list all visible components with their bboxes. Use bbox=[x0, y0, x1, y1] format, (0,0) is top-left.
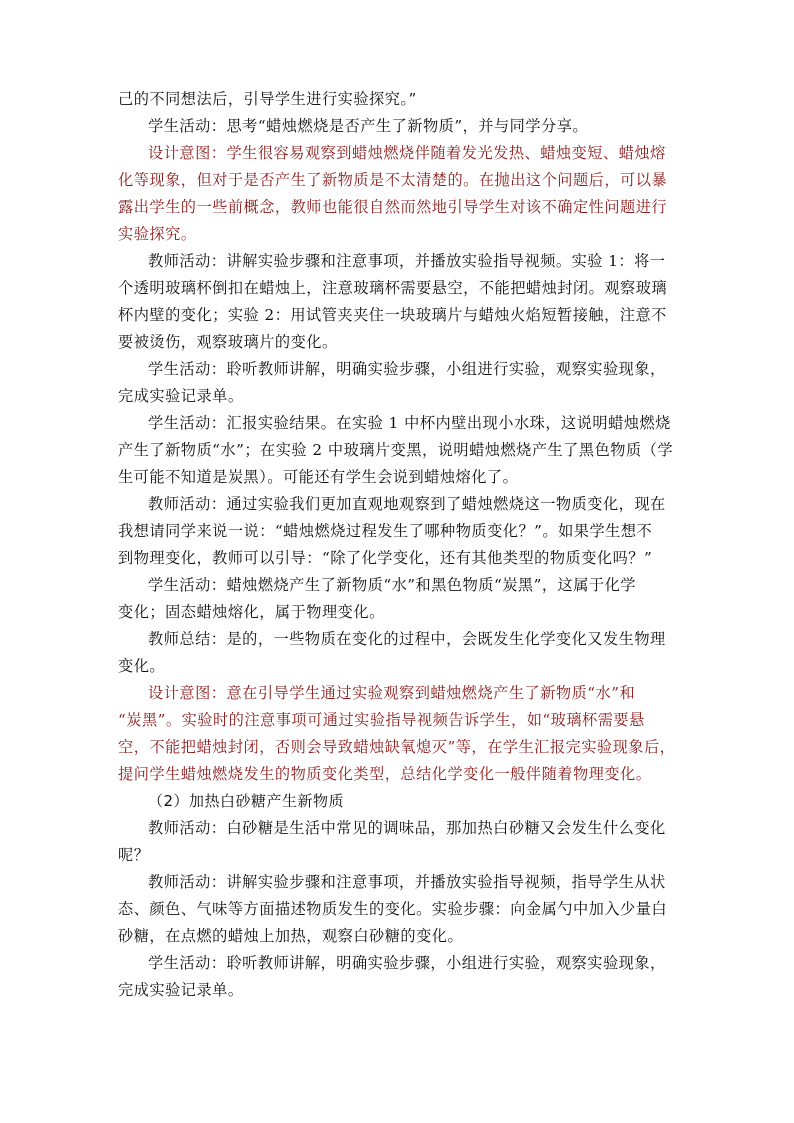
document-page bbox=[118, 86, 676, 1004]
paragraph-line: 变化。 bbox=[118, 657, 166, 675]
paragraph-line: 己的不同想法后，引导学生进行实验探究。” bbox=[118, 90, 417, 108]
paragraph-line: 变化；固态蜡烛熔化，属于物理变化。 bbox=[118, 603, 385, 621]
paragraph-line: 学生活动：汇报实验结果。在实验 1 中杯内壁出现小水珠，这说明蜡烛燃烧 bbox=[148, 414, 671, 432]
paragraph-line: 学生活动：蜡烛燃烧产生了新物质“水”和黑色物质“炭黑”，这属于化学 bbox=[148, 576, 636, 594]
paragraph-line: 教师活动：通过实验我们更加直观地观察到了蜡烛燃烧这一物质变化，现在 bbox=[148, 495, 666, 513]
paragraph-line: 砂糖，在点燃的蜡烛上加热，观察白砂糖的变化。 bbox=[118, 927, 464, 945]
paragraph-line: 要被烫伤，观察玻璃片的变化。 bbox=[118, 333, 338, 351]
design-intent-line: 提问学生蜡烛燃烧发生的物质变化类型，总结化学变化一般伴随着物理变化。 bbox=[118, 765, 652, 783]
paragraph-line: 杯内壁的变化；实验 2：用试管夹夹住一块玻璃片与蜡烛火焰短暂接触，注意不 bbox=[118, 306, 667, 324]
paragraph-line: 态、颜色、气味等方面描述物质发生的变化。实验步骤：向金属勺中加入少量白 bbox=[118, 900, 668, 918]
paragraph-line: 生可能不知道是炭黑）。可能还有学生会说到蜡烛熔化了。 bbox=[118, 468, 519, 486]
design-intent-line: 设计意图：学生很容易观察到蜡烛燃烧伴随着发光发热、蜡烛变短、蜡烛熔 bbox=[148, 144, 666, 162]
paragraph-line: 完成实验记录单。 bbox=[118, 387, 244, 405]
paragraph-line: 我想请同学来说一说：“蜡烛燃烧过程发生了哪种物质变化？”。如果学生想不 bbox=[118, 522, 653, 540]
paragraph-line: 教师总结：是的，一些物质在变化的过程中，会既发生化学变化又发生物理 bbox=[148, 630, 666, 648]
paragraph-line: 个透明玻璃杯倒扣在蜡烛上，注意玻璃杯需要悬空，不能把蜡烛封闭。观察玻璃 bbox=[118, 279, 668, 297]
paragraph-line: 到物理变化，教师可以引导：“除了化学变化，还有其他类型的物质变化吗？” bbox=[118, 549, 653, 567]
design-intent-line: “炭黑”。实验时的注意事项可通过实验指导视频告诉学生，如“玻璃杯需要悬 bbox=[118, 711, 645, 729]
paragraph-line: 教师活动：讲解实验步骤和注意事项，并播放实验指导视频，指导学生从状 bbox=[148, 873, 666, 891]
section-heading: （2）加热白砂糖产生新物质 bbox=[148, 792, 345, 810]
design-intent-line: 设计意图：意在引导学生通过实验观察到蜡烛燃烧产生了新物质“水”和 bbox=[148, 684, 636, 702]
paragraph-line: 呢？ bbox=[118, 846, 150, 864]
paragraph-line: 学生活动：聆听教师讲解，明确实验步骤，小组进行实验，观察实验现象， bbox=[148, 954, 666, 972]
design-intent-line: 化等现象，但对于是否产生了新物质是不太清楚的。在抛出这个问题后，可以暴 bbox=[118, 171, 668, 189]
document-body bbox=[118, 86, 676, 1004]
design-intent-line: 露出学生的一些前概念，教师也能很自然而然地引导学生对该不确定性问题进行 bbox=[118, 198, 668, 216]
design-intent-line: 空，不能把蜡烛封闭，否则会导致蜡烛缺氧熄灭”等，在学生汇报完实验现象后， bbox=[118, 738, 676, 756]
paragraph-line: 产生了新物质“水”；在实验 2 中玻璃片变黑，说明蜡烛燃烧产生了黑色物质（学 bbox=[118, 441, 674, 459]
paragraph-line: 学生活动：思考“蜡烛燃烧是否产生了新物质”，并与同学分享。 bbox=[148, 117, 589, 135]
design-intent-line: 实验探究。 bbox=[118, 225, 197, 243]
paragraph-line: 完成实验记录单。 bbox=[118, 981, 244, 999]
paragraph-line: 学生活动：聆听教师讲解，明确实验步骤，小组进行实验，观察实验现象， bbox=[148, 360, 666, 378]
paragraph-line: 教师活动：白砂糖是生活中常见的调味品，那加热白砂糖又会发生什么变化 bbox=[148, 819, 666, 837]
paragraph-line: 教师活动：讲解实验步骤和注意事项，并播放实验指导视频。实验 1：将一 bbox=[148, 252, 666, 270]
